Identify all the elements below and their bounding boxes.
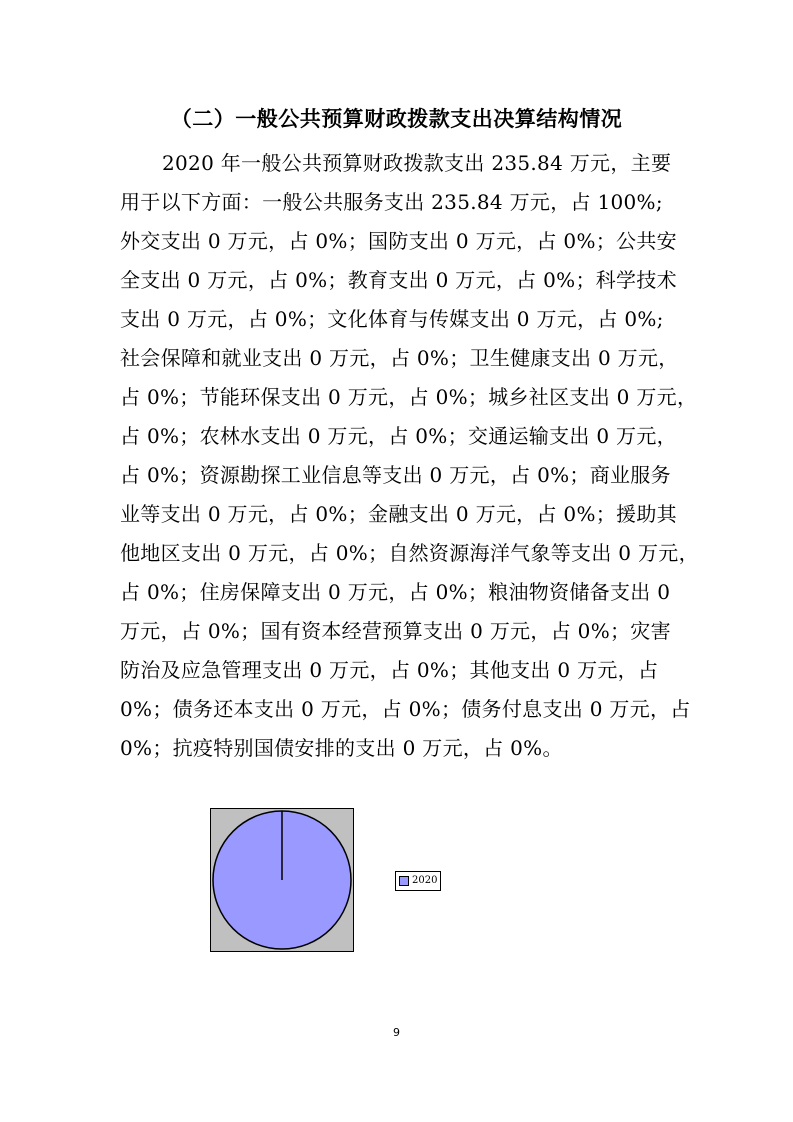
paragraph-line: 0%；抗疫特别国债安排的支出 0 万元，占 0%。 xyxy=(120,736,563,760)
paragraph-line: 外交支出 0 万元，占 0%；国防支出 0 万元，占 0%；公共安 xyxy=(120,229,677,253)
paragraph-line: 他地区支出 0 万元，占 0%；自然资源海洋气象等支出 0 万元， xyxy=(120,541,699,565)
paragraph-line: 占 0%；节能环保支出 0 万元，占 0%；城乡社区支出 0 万元， xyxy=(120,385,698,409)
page-number: 9 xyxy=(393,1026,400,1039)
pie-chart-svg xyxy=(210,808,354,952)
pie-chart xyxy=(210,808,354,952)
pie-slices xyxy=(213,811,351,949)
legend-label: 2020 xyxy=(412,875,438,886)
chart-legend xyxy=(395,871,441,891)
paragraph-line: 支出 0 万元，占 0%；文化体育与传媒支出 0 万元，占 0%; xyxy=(120,307,664,331)
paragraph-line: 占 0%；住房保障支出 0 万元，占 0%；粮油物资储备支出 0 xyxy=(120,580,671,604)
body-paragraph xyxy=(120,144,699,768)
paragraph-line: 用于以下方面：一般公共服务支出 235.84 万元，占 100%; xyxy=(120,190,663,214)
paragraph-line: 占 0%；资源勘探工业信息等支出 0 万元，占 0%；商业服务 xyxy=(120,463,671,487)
paragraph-line: 社会保障和就业支出 0 万元，占 0%；卫生健康支出 0 万元， xyxy=(120,346,679,370)
paragraph-line: 万元，占 0%；国有资本经营预算支出 0 万元，占 0%；灾害 xyxy=(120,619,671,643)
section-heading: （二）一般公共预算财政拨款支出决算结构情况 xyxy=(170,107,623,131)
paragraph-line: 全支出 0 万元，占 0%；教育支出 0 万元，占 0%；科学技术 xyxy=(120,268,677,292)
legend-swatch xyxy=(399,876,409,886)
paragraph-line: 2020 年一般公共预算财政拨款支出 235.84 万元，主要 xyxy=(162,151,672,175)
paragraph-line: 占 0%；农林水支出 0 万元，占 0%；交通运输支出 0 万元， xyxy=(120,424,677,448)
paragraph-line: 0%；债务还本支出 0 万元，占 0%；债务付息支出 0 万元，占 xyxy=(120,697,691,721)
paragraph-line: 业等支出 0 万元，占 0%；金融支出 0 万元，占 0%；援助其 xyxy=(120,502,677,526)
paragraph-line: 防治及应急管理支出 0 万元，占 0%；其他支出 0 万元，占 xyxy=(120,658,659,682)
